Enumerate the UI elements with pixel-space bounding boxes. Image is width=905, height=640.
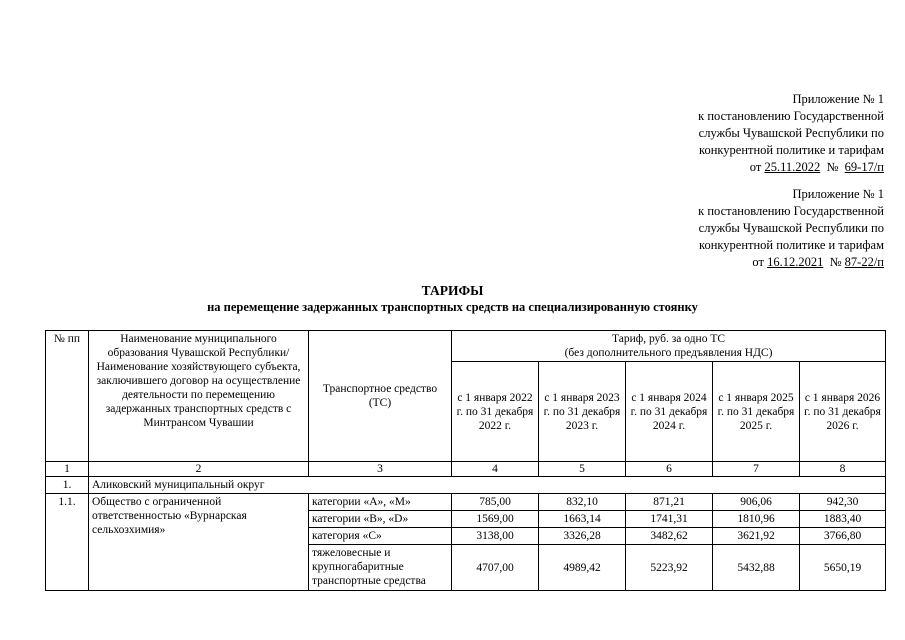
annex-text-line: службы Чувашской Республики по — [698, 126, 884, 140]
header-period: с 1 января 2024 г. по 31 декабря 2024 г. — [626, 362, 713, 462]
vehicle-category: тяжеловесные и крупногабаритные транспортные средства — [309, 545, 452, 591]
annex-block-current — [640, 91, 884, 176]
entry-organization: Общество с ограниченной ответственностью «Вурнарская сельхозхимия» — [89, 494, 309, 591]
tariff-value: 4989,42 — [539, 545, 626, 591]
tariff-value: 3326,28 — [539, 528, 626, 545]
tariff-value: 3482,62 — [626, 528, 713, 545]
tariff-value: 942,30 — [800, 494, 886, 511]
table-row — [46, 494, 886, 511]
vehicle-category: категории «В», «D» — [309, 511, 452, 528]
document-subtitle: на перемещение задержанных транспортных средств на специализированную стоянку — [207, 300, 698, 314]
tariff-value: 785,00 — [452, 494, 539, 511]
entry-number: 1.1. — [46, 494, 89, 591]
header-period: с 1 января 2022 г. по 31 декабря 2022 г. — [452, 362, 539, 462]
vehicle-category: категория «С» — [309, 528, 452, 545]
tariff-value: 5650,19 — [800, 545, 886, 591]
annex-text-line: к постановлению Государственной — [698, 109, 884, 123]
annex-text-line: конкурентной политике и тарифам — [699, 143, 884, 157]
tariff-value: 906,06 — [713, 494, 800, 511]
tariffs-table — [45, 330, 886, 591]
annex-date-line — [640, 254, 884, 271]
annex-from-label: от — [749, 160, 762, 174]
annex-date-line — [640, 159, 884, 176]
section-number: 1. — [46, 477, 89, 494]
section-row — [46, 477, 886, 494]
annex-number-sign: № — [826, 160, 839, 174]
header-vehicle: Транспортное средство (ТС) — [309, 331, 452, 462]
header-tariff-line1: Тариф, руб. за одно ТС — [612, 333, 726, 345]
annex-text-line: к постановлению Государственной — [698, 204, 884, 218]
document-title-block — [0, 282, 905, 316]
vehicle-category: категории «А», «М» — [309, 494, 452, 511]
tariff-value: 1569,00 — [452, 511, 539, 528]
column-index: 3 — [309, 462, 452, 477]
annex-number: 87-22/п — [844, 255, 884, 269]
header-period: с 1 января 2023 г. по 31 декабря 2023 г. — [539, 362, 626, 462]
tariff-value: 5223,92 — [626, 545, 713, 591]
annex-number-sign: № — [829, 255, 842, 269]
tariff-value: 832,10 — [539, 494, 626, 511]
column-index-row — [46, 462, 886, 477]
header-period: с 1 января 2025 г. по 31 декабря 2025 г. — [713, 362, 800, 462]
tariff-value: 1883,40 — [800, 511, 886, 528]
header-tariff — [452, 331, 886, 362]
annex-date: 16.12.2021 — [767, 255, 824, 269]
annex-date: 25.11.2022 — [764, 160, 821, 174]
table-header-row — [46, 331, 886, 362]
annex-text-line: службы Чувашской Республики по — [698, 221, 884, 235]
annex-block-previous — [640, 186, 884, 271]
header-number: № пп — [46, 331, 89, 462]
tariff-value: 3766,80 — [800, 528, 886, 545]
document-title: ТАРИФЫ — [421, 283, 484, 298]
column-index: 5 — [539, 462, 626, 477]
annex-title: Приложение № 1 — [792, 92, 884, 106]
column-index: 8 — [800, 462, 886, 477]
annex-number: 69-17/п — [844, 160, 884, 174]
header-organization: Наименование муниципального образования Чувашской Республики/ Наименование хозяйствующего субъекта, заключившего договор на осуществление деятельности по перемещению задержанных транспортных средств с Минтрансом Чувашии — [89, 331, 309, 462]
header-tariff-line2: (без дополнительного предъявления НДС) — [564, 347, 773, 359]
column-index: 6 — [626, 462, 713, 477]
tariff-value: 5432,88 — [713, 545, 800, 591]
section-name: Аликовский муниципальный округ — [89, 477, 886, 494]
column-index: 7 — [713, 462, 800, 477]
column-index: 1 — [46, 462, 89, 477]
tariff-value: 1663,14 — [539, 511, 626, 528]
tariff-value: 1741,31 — [626, 511, 713, 528]
tariff-value: 3621,92 — [713, 528, 800, 545]
annex-from-label: от — [752, 255, 764, 269]
header-period: с 1 января 2026 г. по 31 декабря 2026 г. — [800, 362, 886, 462]
tariff-value: 871,21 — [626, 494, 713, 511]
annex-title: Приложение № 1 — [792, 187, 884, 201]
annex-text-line: конкурентной политике и тарифам — [699, 238, 884, 252]
column-index: 2 — [89, 462, 309, 477]
tariff-value: 1810,96 — [713, 511, 800, 528]
tariff-value: 4707,00 — [452, 545, 539, 591]
column-index: 4 — [452, 462, 539, 477]
tariff-value: 3138,00 — [452, 528, 539, 545]
